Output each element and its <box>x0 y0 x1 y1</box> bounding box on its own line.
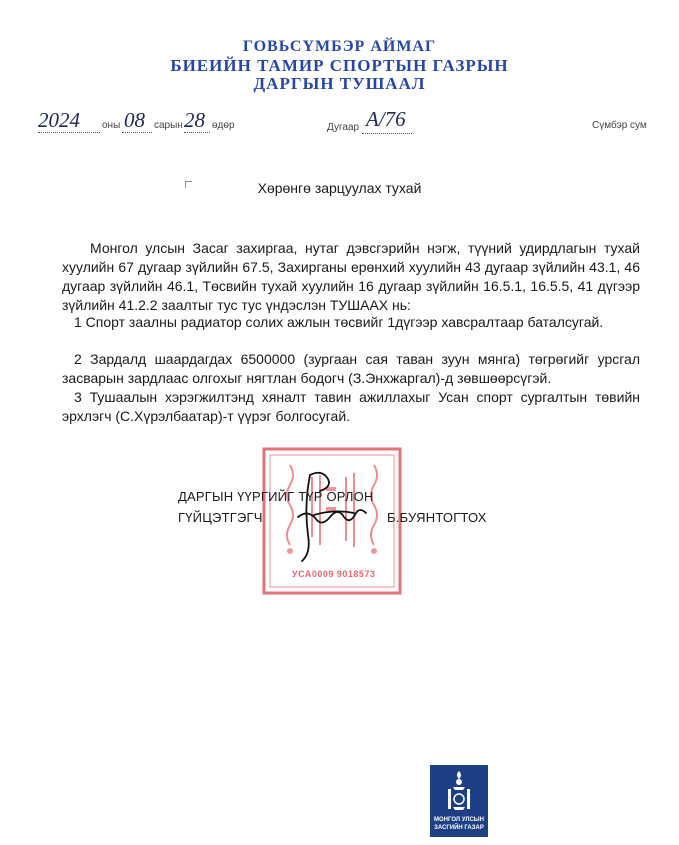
issue-place: Сүмбэр сум <box>592 120 647 131</box>
government-logo <box>430 765 488 837</box>
body-paragraph-preamble: Монгол улсын Засаг захиргаа, нутаг дэвсгэрийн нэгж, түүний удирдлагын тухай хуулийн 67 дугаар зүйлийн 67.5, Захирганы ерөнхий хуулийн 43 дугаар зүйлийн 43.1, 46 дугаар зүйлийн 46.1, Төсвийн тухай хуулийн 16 дугаар зүйлийн 16.5.1, 16.5.5, 41 дүгээр зүйлийн 41.2.2 заалтыг тус тус үндэслэн ТУШААХ нь: <box>62 240 640 313</box>
signature-title-line2: ГҮЙЦЭТГЭГЧ <box>178 510 263 525</box>
date-day: 28 <box>184 108 205 132</box>
date-year: 2024 <box>38 108 80 132</box>
header-organization-name: БИЕИЙН ТАМИР СПОРТЫН ГАЗРЫН <box>170 56 509 75</box>
document-number: А/76 <box>366 107 406 131</box>
body-paragraph-item-1: 1 Спорт заалны радиатор солих ажлын төсвийг 1дүгээр хавсралтаар баталсугай. <box>74 314 604 330</box>
date-month: 08 <box>124 108 145 132</box>
body-paragraph-item-2: 2 Зардалд шаардагдах 6500000 (зургаан сая таван зуун мянга) төгрөгийг урсгал засварын зардлаас олгохыг нягтлан бодогч (З.Энхжаргал)-д зөвшөөрсүгэй. <box>62 351 640 386</box>
soyombo-emblem-icon <box>430 765 488 815</box>
header-document-type: ДАРГЫН ТУШААЛ <box>253 74 426 93</box>
date-line <box>38 108 248 136</box>
date-day-suffix: өдөр <box>212 120 235 131</box>
stamp-code: УСА0009 9018573 <box>292 569 376 579</box>
number-label: Дугаар <box>327 122 360 133</box>
logo-text-line1: МОНГОЛ УЛСЫН <box>434 817 484 823</box>
signature-title-line1: ДАРГЫН ҮҮРГИЙГ ТҮР ОРЛОН <box>178 489 374 504</box>
body-paragraph-item-3: 3 Тушаалын хэрэгжилтэнд хяналт тавин ажиллахыг Усан спорт сургалтын төвийн эрхлэгч (С.Хүрэлбаатар)-т үүрэг болгосугай. <box>62 389 640 424</box>
header-organization-province: ГОВЬСҮМБЭР АЙМАГ <box>242 38 437 55</box>
logo-text-line2: ЗАСГИЙН ГАЗАР <box>434 825 484 831</box>
handwritten-signature <box>270 455 390 565</box>
document-title: Хөрөнгө зарцуулах тухай <box>257 180 422 196</box>
date-month-suffix: сарын <box>154 120 183 131</box>
signatory-name: Б.БУЯНТОГТОХ <box>387 510 487 525</box>
date-year-suffix: оны <box>102 120 121 131</box>
